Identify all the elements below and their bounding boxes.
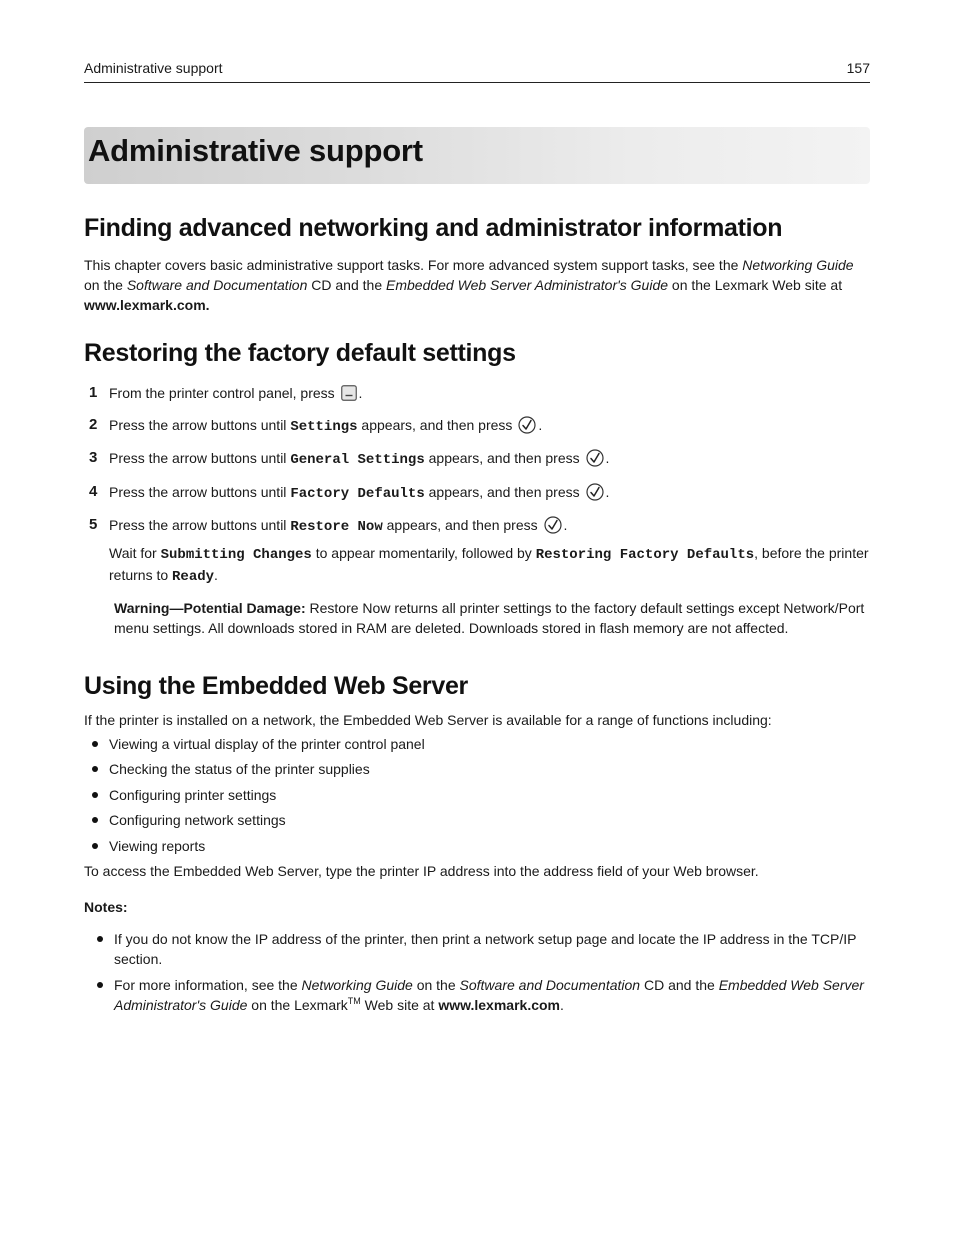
step-item [84, 448, 870, 470]
list-item-text: Configuring printer settings [109, 786, 277, 803]
bullet-icon [92, 766, 98, 772]
trademark-mark: TM [347, 996, 361, 1007]
text-run: , before the printer returns to [109, 545, 869, 583]
list-item-text: Checking the status of the printer supplies [109, 761, 370, 778]
text-run: . [560, 997, 564, 1014]
text-run: CD and the [307, 276, 386, 293]
bullet-icon [97, 936, 103, 942]
section-title-finding: Finding advanced networking and administrator information [84, 214, 783, 242]
bullet-icon [92, 843, 98, 849]
ews-intro: If the printer is installed on a network, the Embedded Web Server is available for a range of functions including: [84, 711, 772, 728]
code-text: Submitting Changes [160, 547, 312, 563]
step-number: 3 [89, 449, 98, 466]
text-run: Software and Documentation [459, 977, 641, 994]
chapter-banner [84, 127, 870, 184]
page-number: 157 [846, 60, 870, 76]
code-text: General Settings [290, 452, 425, 468]
text-run: This chapter covers basic administrative support tasks. For more advanced system support tasks, see the [84, 256, 743, 273]
list-item [84, 929, 870, 969]
text-run: Press the arrow buttons until [109, 416, 291, 433]
text-run: . [605, 450, 610, 466]
text-run: Networking Guide [742, 256, 854, 273]
step-number: 2 [89, 415, 98, 433]
menu-button-icon [341, 385, 357, 401]
step-number: 4 [89, 482, 98, 500]
step-item [84, 415, 870, 437]
list-item [84, 785, 870, 805]
select-check-icon [544, 516, 562, 534]
text-run: Press the arrow buttons until [109, 450, 291, 466]
list-item [84, 975, 870, 1015]
list-item [84, 759, 870, 779]
notes-list [84, 929, 870, 1015]
bullet-icon [97, 982, 103, 988]
bullet-icon [92, 817, 98, 823]
step-number: 5 [89, 516, 98, 533]
code-text: Restore Now [290, 519, 383, 535]
list-item [84, 734, 870, 754]
text-run: appears, and then press [382, 517, 542, 533]
code-text: Ready [172, 569, 215, 585]
text-run: Web site at [360, 997, 439, 1014]
text-run: on the Lexmark Web site at [668, 276, 843, 293]
code-text: Factory Defaults [290, 485, 425, 502]
text-run: appears, and then press [424, 483, 584, 500]
text-run: Embedded Web Server Administrator's Guide [386, 276, 669, 293]
text-run: appears, and then press [357, 416, 517, 433]
text-run: Press the arrow buttons until [109, 483, 291, 500]
finding-paragraph [84, 255, 870, 315]
list-item-text: Viewing a virtual display of the printer control panel [109, 735, 425, 752]
warning-label: Warning—Potential Damage: [114, 600, 306, 616]
list-item-text: Configuring network settings [109, 812, 286, 829]
text-run: Networking Guide [301, 977, 413, 994]
text-run: . [538, 416, 543, 433]
warning-note [84, 598, 870, 638]
step-item [84, 515, 870, 537]
code-text: Settings [290, 418, 358, 435]
text-run: appears, and then press [424, 450, 584, 466]
text-run: Software and Documentation [126, 276, 308, 293]
text-run: CD and the [640, 977, 719, 994]
bullet-icon [92, 792, 98, 798]
chapter-title: Administrative support [88, 133, 423, 168]
list-item [84, 810, 870, 830]
content [84, 212, 870, 1021]
text-run: . [358, 385, 363, 401]
text-run: on the Lexmark [247, 997, 348, 1014]
text-run: on the [84, 276, 127, 293]
running-header [84, 60, 870, 83]
ews-access-paragraph: To access the Embedded Web Server, type the printer IP address into the address field of your Web browser. [84, 863, 759, 880]
list-item-text: Viewing reports [109, 837, 206, 854]
text-run: . [214, 567, 218, 583]
text-run: . [563, 517, 568, 533]
notes-label: Notes: [84, 899, 128, 916]
step-item [84, 383, 870, 403]
step-item [84, 482, 870, 504]
lexmark-url: www.lexmark.com. [84, 296, 210, 313]
select-check-icon [586, 483, 604, 501]
running-header-section: Administrative support [84, 60, 223, 76]
ews-functions-list [84, 734, 870, 856]
warning-text: Restore Now returns all printer settings to the factory default settings except Network/Port menu settings. All downloads stored in RAM are deleted. Downloads stored in flash memory are not affected. [114, 600, 865, 636]
step-5-note [84, 543, 870, 587]
section-title-ews: Using the Embedded Web Server [84, 672, 468, 700]
text-run: . [605, 483, 610, 500]
bullet-icon [92, 741, 98, 747]
text-run: to appear momentarily, followed by [311, 545, 536, 561]
text-run: Embedded Web Server Administrator's Guide [114, 977, 864, 1014]
text-run: Wait for [109, 545, 161, 561]
code-text: Restoring Factory Defaults [535, 547, 755, 563]
section-title-restoring: Restoring the factory default settings [84, 338, 516, 367]
text-run: For more information, see the [114, 977, 302, 994]
text-run: From the printer control panel, press [109, 385, 339, 401]
lexmark-url: www.lexmark.com [438, 997, 560, 1014]
select-check-icon [518, 416, 536, 434]
text-run: on the [412, 977, 460, 994]
restore-steps-list [84, 383, 870, 537]
list-item-text: If you do not know the IP address of the printer, then print a network setup page and locate the IP address in the TCP/IP section. [114, 931, 857, 968]
select-check-icon [586, 449, 604, 467]
text-run: Press the arrow buttons until [109, 517, 291, 533]
step-number: 1 [89, 384, 98, 401]
list-item [84, 836, 870, 856]
